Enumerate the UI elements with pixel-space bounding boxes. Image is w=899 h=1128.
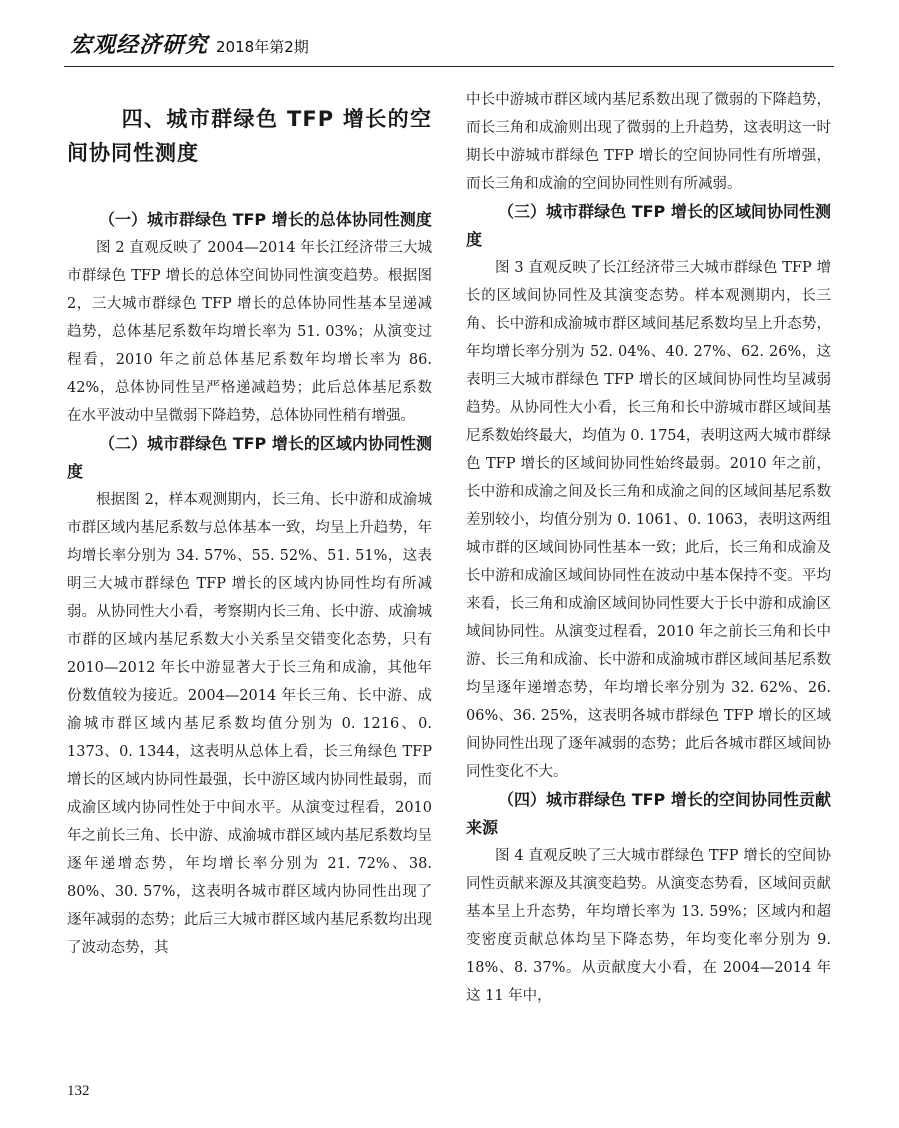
subsection-title-contribution: （四）城市群绿色 TFP 增长的空间协同性贡献来源 <box>466 790 831 837</box>
paragraph-contribution: 图 4 直观反映了三大城市群绿色 TFP 增长的空间协同性贡献来源及其演变趋势。从演变态势看，区域间贡献基本呈上升态势，年均增长率为 13. 59%；区域内和超变密度贡献总体均呈下降态势，年均变化率分别为 9. 18%、8. 37%。从贡献度大小看，在 2004—2014 年这 11 年中， <box>466 848 831 1004</box>
journal-name: 宏观经济研究 <box>70 32 209 58</box>
paragraph-intra: 根据图 2，样本观测期内，长三角、长中游和成渝城市群区域内基尼系数与总体基本一致，均呈上升趋势，年均增长率分别为 34. 57%、55. 52%、51. 51%，这表明三大城市群绿色 TFP 增长的区域内协同性均有所减弱。从协同性大小看，考察期内长三角、长中游、成渝城市群的区域内基尼系数大小关系呈交错变化态势，只有 2010—2012 年长中游显著大于长三角和成渝，其他年份数值较为接近。2004—2014 年长三角、长中游、成渝城市群区域内基尼系数均值分别为 0. 1216、0. 1373、0. 1344，这表明从总体上看，长三角绿色 TFP 增长的区域内协同性最强，长中游区域内协同性最弱，而成渝区域内协同性处于中间水平。从演变过程看，2010 年之前长三角、长中游、成渝城市群区域内基尼系数均呈逐年递增态势，年均增长率分别为 21. 72%、38. 80%、30. 57%，这表明各城市群区域内协同性出现了逐年减弱的态势；此后三大城市群区域内基尼系数均出现了波动态势，其 <box>67 492 432 956</box>
subsection-title-inter: （三）城市群绿色 TFP 增长的区域间协同性测度 <box>466 202 831 249</box>
page-number: 132 <box>67 1083 90 1099</box>
left-column <box>67 86 432 962</box>
subsection-title-overall: （一）城市群绿色 TFP 增长的总体协同性测度 <box>99 210 432 229</box>
section-title: 四、城市群绿色 TFP 增长的空间协同性测度 <box>67 107 432 165</box>
paragraph-inter: 图 3 直观反映了长江经济带三大城市群绿色 TFP 增长的区域间协同性及其演变态势。样本观测期内，长三角、长中游和成渝城市群区域间基尼系数均呈上升态势，年均增长率分别为 52. 04%、40. 27%、62. 26%，这表明三大城市群绿色 TFP 增长的区域间协同性均呈减弱趋势。从协同性大小看，长三角和长中游城市群区域间基尼系数始终最大，均值为 0. 1754，表明这两大城市群绿色 TFP 增长的区域间协同性始终最弱。2010 年之前，长中游和成渝之间及长三角和成渝之间的区域间基尼系数差别较小，均值分别为 0. 1061、0. 1063，表明这两组城市群的区域间协同性基本一致；此后，长三角和成渝及长中游和成渝区域间协同性在波动中基本保持不变。平均来看，长三角和成渝区域间协同性要大于长中游和成渝区域间协同性。从演变过程看，2010 年之前长三角和长中游、长三角和成渝、长中游和成渝城市群区域间基尼系数均呈逐年递增态势，年均增长率分别为 32. 62%、26. 06%、36. 25%，这表明各城市群绿色 TFP 增长的区域间协同性出现了逐年减弱的态势；此后各城市群区域间协同性变化不大。 <box>466 260 831 780</box>
running-header <box>70 28 309 62</box>
right-column <box>466 86 831 1010</box>
paragraph-intra-continued: 中长中游城市群区域内基尼系数出现了微弱的下降趋势，而长三角和成渝则出现了微弱的上升趋势，这表明这一时期长中游城市群绿色 TFP 增长的空间协同性有所增强，而长三角和成渝的空间协同性则有所减弱。 <box>466 92 831 192</box>
issue-label: 2018年第2期 <box>216 38 309 56</box>
header-rule <box>64 66 834 67</box>
subsection-title-intra: （二）城市群绿色 TFP 增长的区域内协同性测度 <box>67 434 432 481</box>
paragraph-overall: 图 2 直观反映了 2004—2014 年长江经济带三大城市群绿色 TFP 增长的总体空间协同性演变趋势。根据图 2，三大城市群绿色 TFP 增长的总体协同性基本呈递减趋势，总体基尼系数年均增长率为 51. 03%；从演变过程看，2010 年之前总体基尼系数年均增长率为 86. 42%，总体协同性呈严格递减趋势；此后总体基尼系数在水平波动中呈微弱下降趋势，总体协同性稍有增强。 <box>67 240 432 424</box>
